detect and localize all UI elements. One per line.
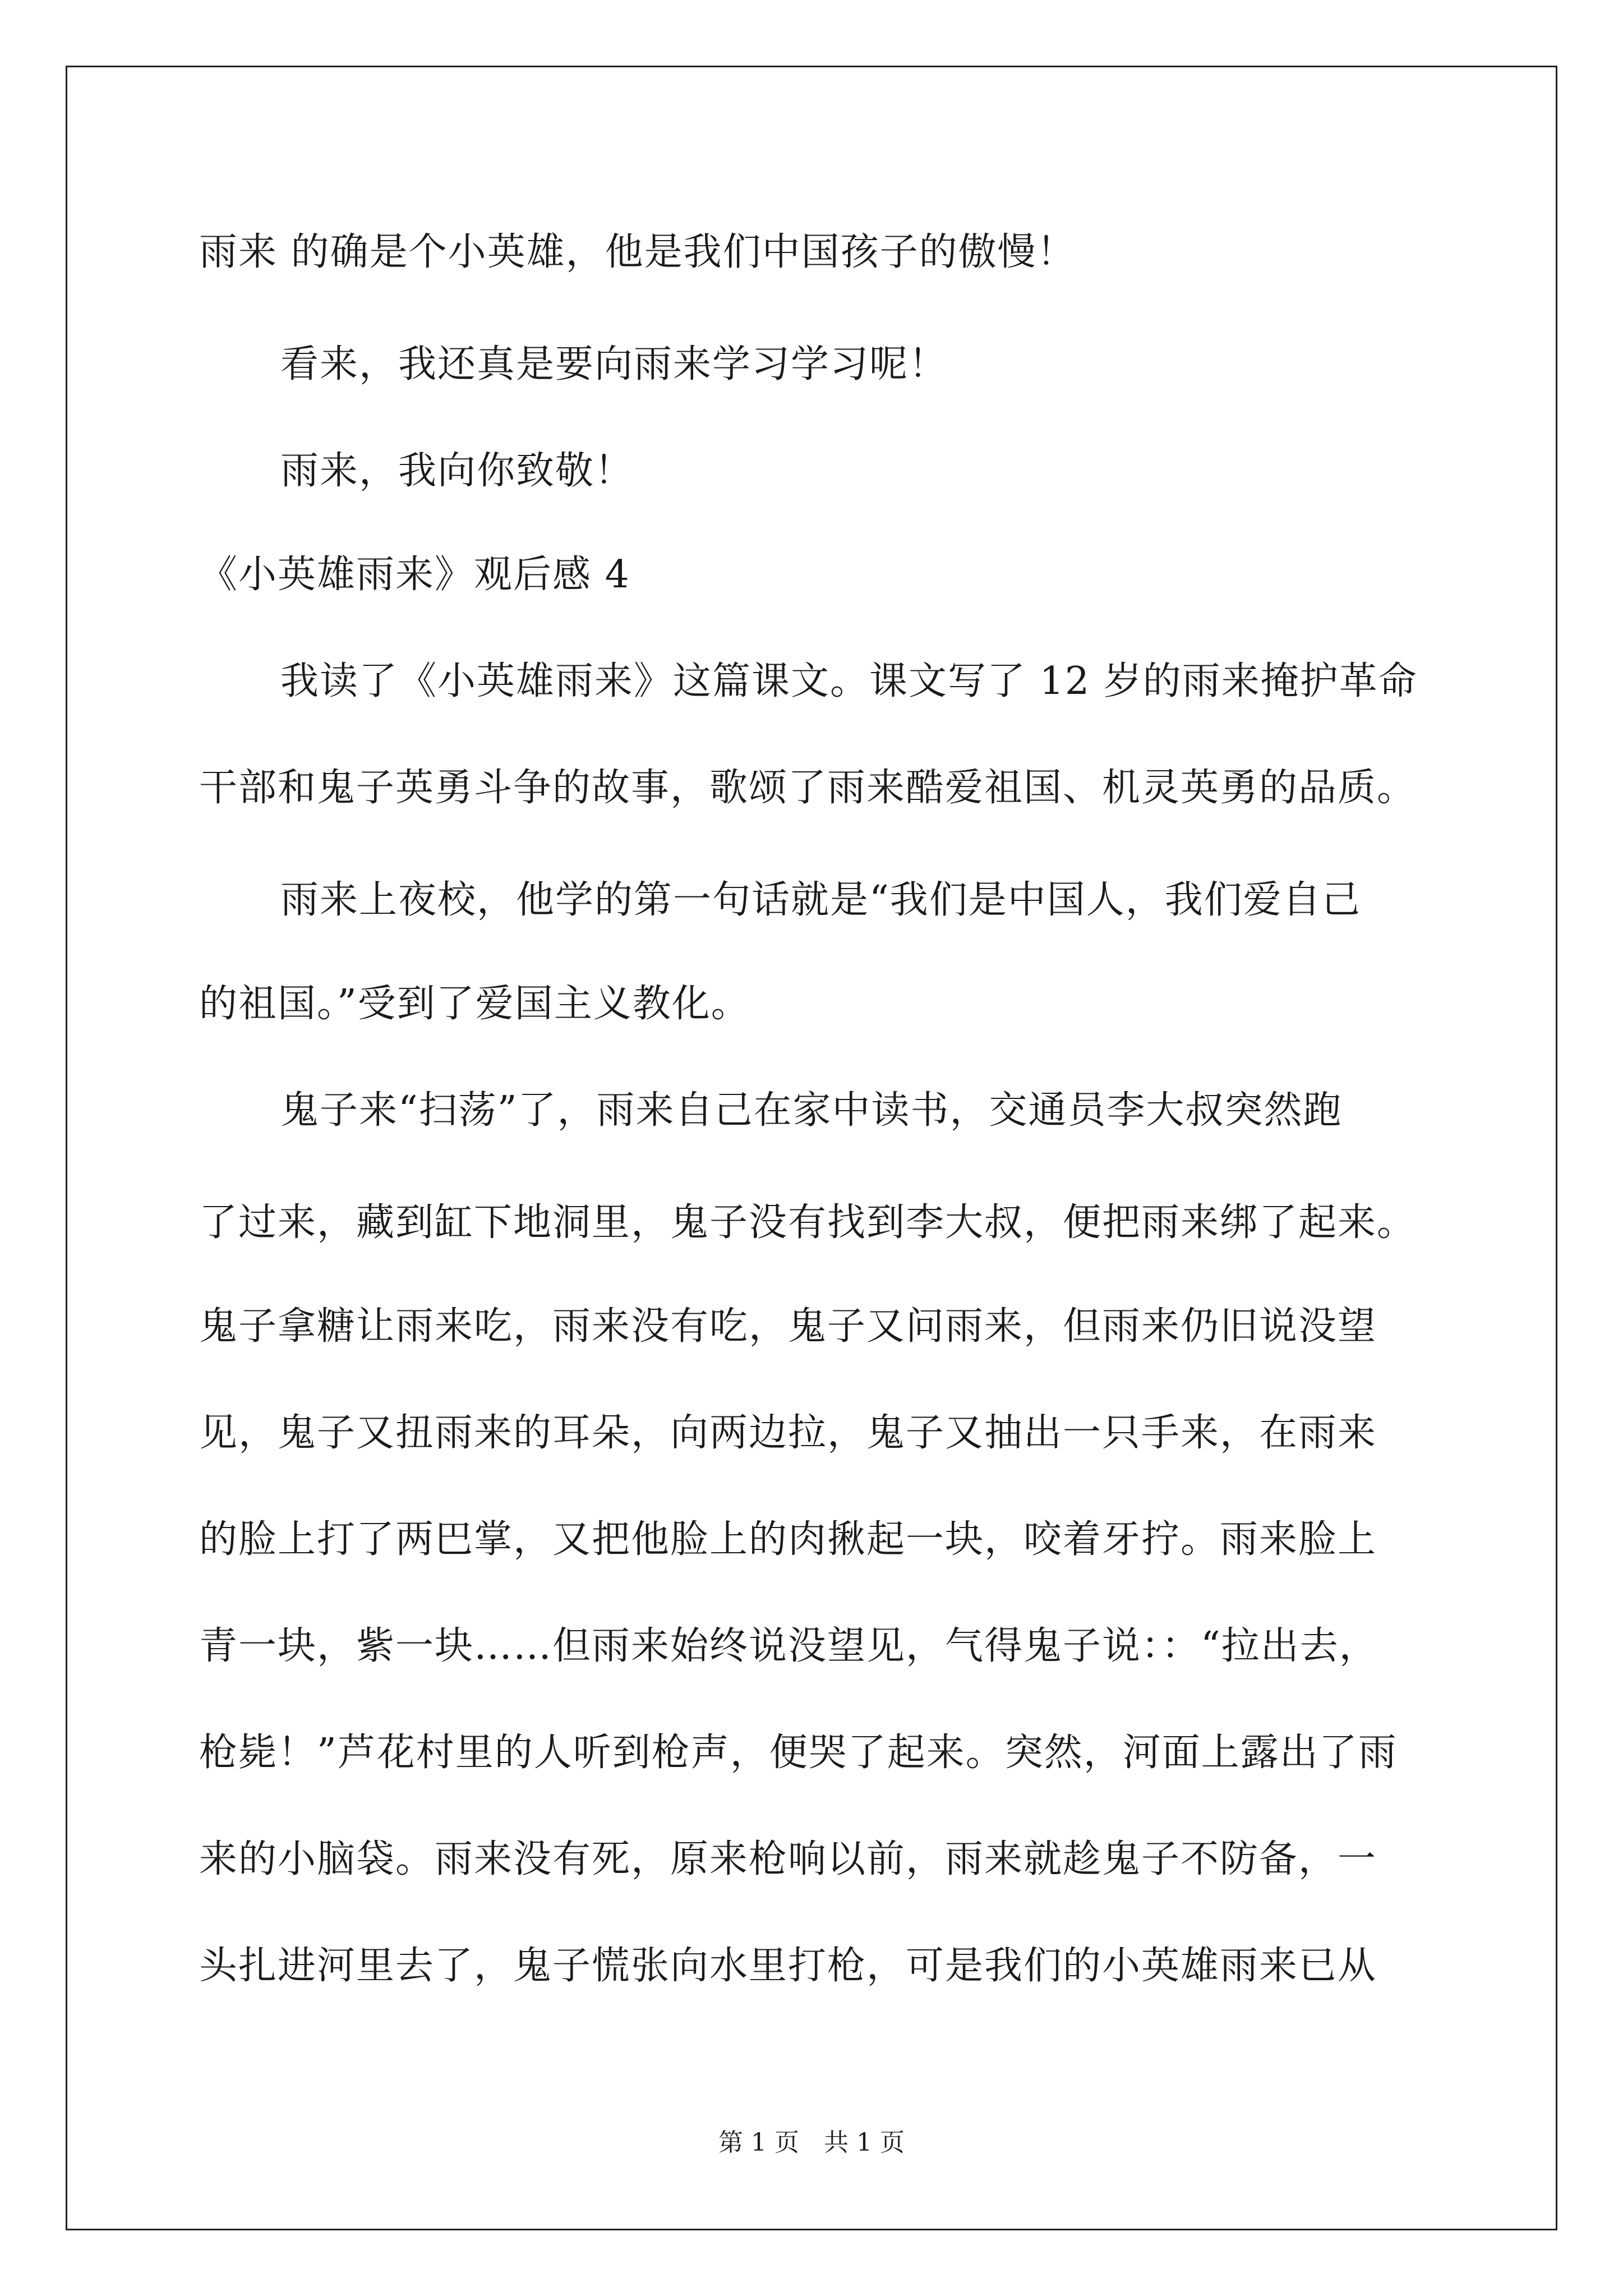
text-line: 鬼子拿糖让雨来吃，雨来没有吃，鬼子又问雨来，但雨来仍旧说没望 xyxy=(199,1304,1377,1349)
text-line: 雨来上夜校，他学的第一句话就是“我们是中国人，我们爱自己 xyxy=(280,878,1361,922)
text-line: 头扎进河里去了，鬼子慌张向水里打枪，可是我们的小英雄雨来已从 xyxy=(199,1944,1377,1988)
text-line: 了过来，藏到缸下地洞里，鬼子没有找到李大叔，便把雨来绑了起来。 xyxy=(199,1200,1417,1245)
text-line: 枪毙！”芦花村里的人听到枪声，便哭了起来。突然，河面上露出了雨 xyxy=(199,1731,1398,1775)
text-line: 见，鬼子又扭雨来的耳朵，向两边拉，鬼子又抽出一只手来，在雨来 xyxy=(199,1411,1377,1455)
text-line: 来的小脑袋。雨来没有死，原来枪响以前，雨来就趁鬼子不防备，一 xyxy=(199,1837,1377,1881)
page-border xyxy=(66,66,1557,2230)
page-footer: 第 1 页 共 1 页 xyxy=(718,2128,905,2157)
text-line: 看来，我还真是要向雨来学习学习呢！ xyxy=(280,342,948,386)
text-line: 干部和鬼子英勇斗争的故事，歌颂了雨来酷爱祖国、机灵英勇的品质。 xyxy=(199,766,1417,810)
text-line: 雨来 的确是个小英雄，他是我们中国孩子的傲慢！ xyxy=(199,230,1076,274)
text-line: 雨来，我向你致敬！ xyxy=(280,449,634,493)
text-line: 我读了《小英雄雨来》这篇课文。课文写了 12 岁的雨来掩护革命 xyxy=(280,659,1418,703)
text-line: 的脸上打了两巴掌，又把他脸上的肉揪起一块，咬着牙拧。雨来脸上 xyxy=(199,1517,1377,1562)
section-heading: 《小英雄雨来》观后感 4 xyxy=(199,553,630,597)
text-line: 青一块，紫一块……但雨来始终说没望见，气得鬼子说：：“拉出去， xyxy=(199,1624,1378,1668)
text-line: 鬼子来“扫荡”了，雨来自己在家中读书，交通员李大叔突然跑 xyxy=(280,1088,1343,1133)
text-line: 的祖国。”受到了爱国主义教化。 xyxy=(199,982,750,1026)
